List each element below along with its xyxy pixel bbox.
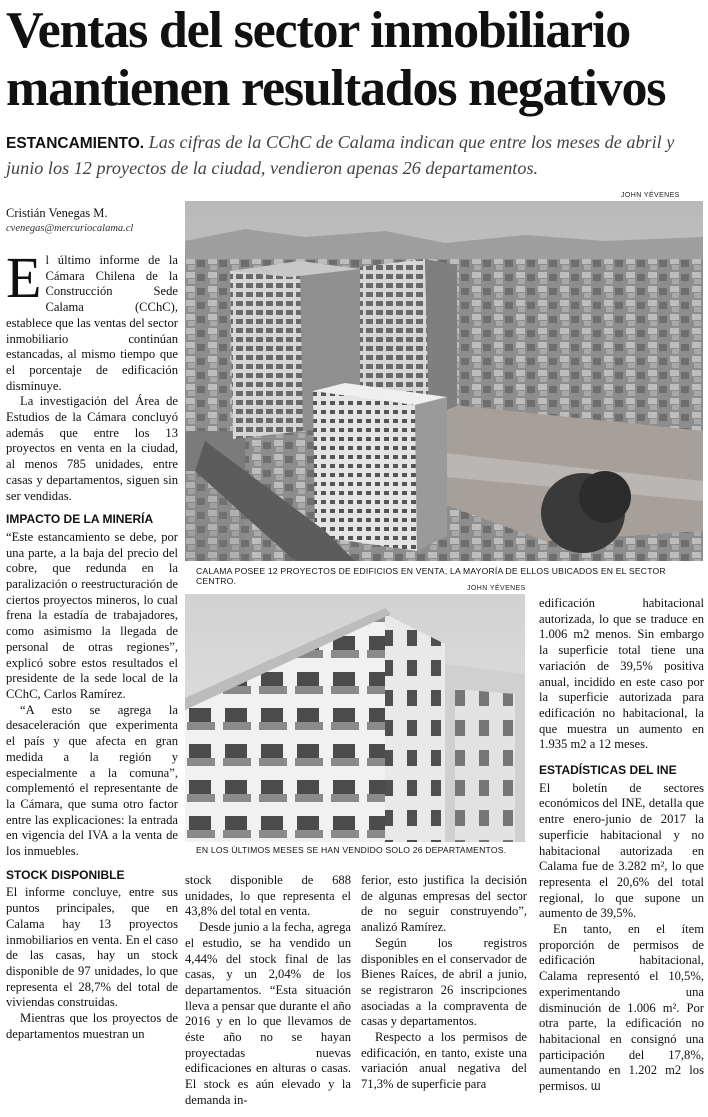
building-facade-illustration bbox=[185, 594, 525, 842]
article-paragraph: El informe concluye, entre sus puntos principales, que en Calama hay 13 proyectos inmobiliarios en venta. En el caso de las casas, hay un stock disponible de 97 unidades, lo que representa el 28,7% del total de viviendas construidas. bbox=[6, 885, 178, 1010]
photo1-credit: JOHN YÉVENES bbox=[621, 192, 680, 199]
photo2-credit: JOHN YÉVENES bbox=[467, 585, 526, 592]
article-column-4 bbox=[539, 596, 704, 1096]
paragraph-text: l último informe de la Cámara Chilena de la Construcción Sede Calama (CChC), establece que las ventas del sector inmobiliario continúan estancadas, al mismo tiempo que el porcentaje de edificación disminuye. bbox=[6, 253, 178, 393]
article-paragraph: Respecto a los permisos de edificación, en tanto, existe una variación anual negativa del 71,3% de superficie para bbox=[361, 1030, 527, 1092]
article-column-3 bbox=[361, 873, 527, 1093]
photo2-caption: EN LOS ÚLTIMOS MESES SE HAN VENDIDO SOLO 26 DEPARTAMENTOS. bbox=[196, 845, 507, 855]
headline-line-2: mantienen resultados negativos bbox=[6, 60, 666, 117]
article-paragraph: edificación habitacional autorizada, lo que se traduce en 1.006 m2 menos. Sin embargo la superficie total tiene una variación de 39,5% positiva anual, incidido en este caso por la superficie autorizada para edificación no habitacional, la que muestra un aumento en 1.935 m2 a 12 meses. bbox=[539, 596, 704, 752]
aerial-city-illustration bbox=[185, 201, 703, 561]
photo-building-facade bbox=[185, 594, 525, 842]
article-column-2 bbox=[185, 873, 351, 1109]
article-paragraph: Mientras que los proyectos de departamentos muestran un bbox=[6, 1011, 178, 1041]
article-paragraph: Desde junio a la fecha, agrega el estudio, se ha vendido un 4,44% del stock final de las casas, y un 2,04% de los departamentos. “Esta situación lleva a pensar que durante el año 2016 y en lo que llevamos de éste año no se hayan proyectadas nuevas edificaciones en alturas o casas. El stock es aún elevado y la demanda in- bbox=[185, 920, 351, 1107]
subheading-impacto: IMPACTO DE LA MINERÍA bbox=[6, 512, 154, 527]
article-paragraph: “A esto se agrega la desaceleración que experimenta el país y que afecta en gran medida a la región y especialmente a la comuna”, complementó el representante de la Cámara, que suma otro factor entre las explicaciones: la entrada en vigencia del IVA a la venta de los inmuebles. bbox=[6, 702, 178, 859]
article-column-1 bbox=[6, 245, 178, 1042]
article-paragraph bbox=[6, 245, 178, 394]
headline-line-1: Ventas del sector inmobiliario bbox=[6, 2, 631, 59]
photo-aerial-city bbox=[185, 201, 703, 561]
drop-cap: E bbox=[6, 245, 42, 310]
photo1-caption: CALAMA POSEE 12 PROYECTOS DE EDIFICIOS EN VENTA, LA MAYORÍA DE ELLOS UBICADOS EN EL SECTOR CENTRO. bbox=[196, 566, 666, 586]
subheading-stock: STOCK DISPONIBLE bbox=[6, 867, 125, 882]
article-paragraph: La investigación del Área de Estudios de la Cámara concluyó además que entre los 13 proyectos en venta en la ciudad, al menos 785 unidades, entre casas y departamentos, siguen sin ser vendidas. bbox=[6, 394, 178, 503]
byline-author: Cristián Venegas M. bbox=[6, 206, 108, 220]
end-mark-icon: Ɯ bbox=[590, 1082, 601, 1094]
article-paragraph: ferior, esto justifica la decisión de algunas empresas del sector de no seguir construyendo”, analizó Ramírez. bbox=[361, 873, 527, 935]
article-paragraph: El boletín de sectores económicos del INE, detalla que entre enero-junio de 2017 la superficie habitacional y no habitacional autorizada en Calama fue de 3.282 m², lo que representa el 20,6% del total regional, lo que supone un aumento de 39,5%. bbox=[539, 780, 704, 921]
article-paragraph: “Este estancamiento se debe, por una parte, a la baja del precio del cobre, que redunda en la paralización o reestructuración de ciertos proyectos mineros, lo cual frena la estadía de trabajadores, como asimismo la llegada de personal de otras regiones”, explicó sobre estos resultados el presidente de la sede local de la CChC, Carlos Ramírez. bbox=[6, 529, 178, 701]
byline-email: cvenegas@mercuriocalama.cl bbox=[6, 223, 134, 234]
article-paragraph bbox=[539, 922, 704, 1096]
lead-paragraph bbox=[6, 130, 704, 180]
article-paragraph: stock disponible de 688 unidades, lo que representa el 43,8% del total en venta. bbox=[185, 873, 351, 919]
lead-deck: Las cifras de la CChC de Calama indican que entre los meses de abril y junio los 12 proyectos de la ciudad, vendieron apenas 26 departamentos. bbox=[6, 132, 675, 178]
article-paragraph: Según los registros disponibles en el conservador de Bienes Raíces, de abril a junio, se registraron 26 inscripciones asociadas a la compraventa de casas y departamentos. bbox=[361, 935, 527, 1029]
paragraph-text: En tanto, en el ítem proporción de permisos de edificación habitacional, Calama representó el 10,5%, experimentando una disminución de 1.006 m². Por otra parte, la edificación no habitacional en consignó una participación del 17,8%, aumentando en 1.202 m2 los permisos. bbox=[539, 922, 704, 1094]
subheading-ine: ESTADÍSTICAS DEL INE bbox=[539, 763, 677, 778]
headline bbox=[6, 2, 706, 118]
lead-kicker: ESTANCAMIENTO. bbox=[6, 135, 145, 152]
